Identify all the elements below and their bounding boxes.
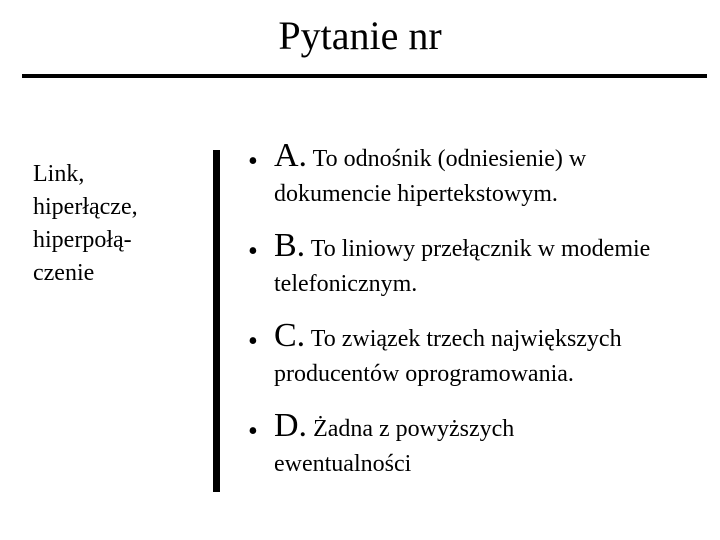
- answer-option-a[interactable]: [248, 136, 718, 226]
- option-text-continuation: dokumencie hipertekstowym.: [274, 181, 558, 207]
- bullet-icon: •: [248, 146, 258, 177]
- bullet-icon: •: [248, 236, 258, 267]
- page-title: Pytanie nr: [278, 13, 442, 58]
- option-text-continuation: telefonicznym.: [274, 271, 418, 297]
- bullet-icon: •: [248, 326, 258, 357]
- option-text-continuation: ewentualności: [274, 451, 412, 477]
- title-underline: [22, 74, 707, 78]
- answer-option-b[interactable]: [248, 226, 718, 316]
- vertical-divider: [213, 150, 220, 492]
- option-text: To liniowy przełącznik w modemie: [305, 236, 651, 262]
- option-text: Żadna z powyższych: [307, 416, 515, 442]
- option-letter: B.: [274, 227, 306, 264]
- term-line: hiperłącze,: [33, 194, 138, 220]
- option-text-continuation: producentów oprogramowania.: [274, 361, 574, 387]
- option-text: To związek trzech największych: [305, 326, 622, 352]
- term-box: [33, 158, 193, 290]
- answer-options-list: [248, 136, 718, 496]
- option-letter: C.: [274, 317, 306, 354]
- answer-option-d[interactable]: [248, 406, 718, 496]
- bullet-icon: •: [248, 416, 258, 447]
- term-line: czenie: [33, 260, 95, 286]
- option-text: To odnośnik (odniesienie) w: [307, 146, 587, 172]
- term-line: Link,: [33, 161, 85, 187]
- option-letter: D.: [274, 407, 308, 444]
- answer-option-c[interactable]: [248, 316, 718, 406]
- option-letter: A.: [274, 137, 308, 174]
- term-line: hiperpołą-: [33, 227, 132, 253]
